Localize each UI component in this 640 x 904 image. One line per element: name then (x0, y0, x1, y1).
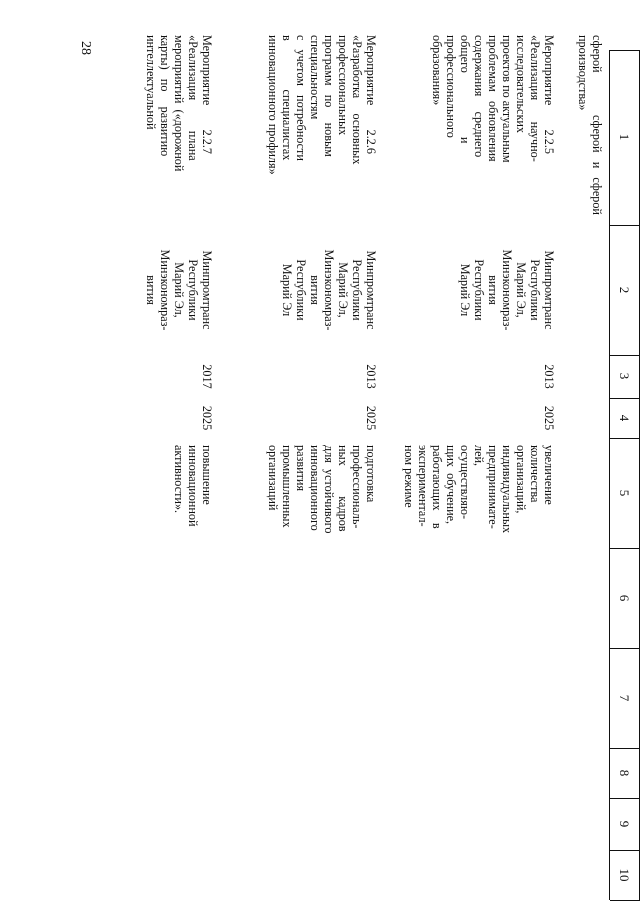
col-header-8: 8 (617, 769, 632, 777)
col-sep (610, 648, 640, 649)
row-225-col5: увеличение количества организаций, индивидуальных предпринимате- лей, осуществляю- щих обучение, работающих в экспериментал- ном режиме (402, 445, 556, 534)
col-sep (610, 438, 640, 439)
header-bottom-rule (609, 50, 610, 900)
col-header-1: 1 (617, 133, 632, 141)
row-227-col4: 2025 (200, 405, 214, 431)
col-header-3: 3 (617, 372, 632, 380)
col-sep (610, 548, 640, 549)
col-header-5: 5 (617, 489, 632, 497)
prev-row-col1-bottom: сферой производства» (576, 35, 604, 111)
col-header-4: 4 (617, 414, 632, 422)
row-225-col2: Минпромтранс Республики Марий Эл, Минэкономраз- вития Республики Марий Эл (458, 249, 556, 331)
row-226-col2: Минпромтранс Республики Марий Эл, Минэкономраз- вития Республики Марий Эл (280, 249, 378, 331)
prev-row-col1-top: сферой и сферой (590, 115, 604, 215)
col-sep (610, 850, 640, 851)
col-sep (610, 748, 640, 749)
col-sep (610, 50, 640, 51)
row-225-col4: 2025 (542, 405, 556, 431)
row-226-col1: Мероприятие 2.2.6 «Разработка основных профессиональных программ по новым специальностям с учетом потребности в специалистах инновационного профиля» (266, 35, 378, 175)
row-225-col1: Мероприятие 2.2.5 «Реализация научно- исследовательских проектов по актуальным проблемам обновления содержания среднего общего и профессионального образования» (430, 35, 556, 163)
col-header-6: 6 (617, 594, 632, 602)
row-226-col3: 2013 (364, 364, 378, 389)
col-sep (610, 798, 640, 799)
row-227-col2: Минпромтранс Республики Марий Эл, Минэкономраз- вития (144, 249, 214, 331)
col-header-9: 9 (617, 820, 632, 828)
col-header-10: 10 (617, 868, 632, 882)
col-header-7: 7 (617, 694, 632, 702)
col-header-2: 2 (617, 286, 632, 294)
col-sep (610, 900, 640, 901)
row-227-col5: повышение инновационной активности». (172, 445, 214, 527)
page-number: 28 (78, 41, 93, 55)
row-226-col4: 2025 (364, 405, 378, 431)
row-225-col3: 2013 (542, 364, 556, 389)
row-226-col5: подготовка профессиональ- ных кадров для устойчивого инновационного развития промышленных организаций (266, 445, 378, 534)
col-sep (610, 225, 640, 226)
row-227-col1: Мероприятие 2.2.7 «Реализация плана мероприятий («дорожной карты) по развитию интеллектуальной (144, 35, 214, 172)
row-227-col3: 2017 (200, 364, 214, 389)
